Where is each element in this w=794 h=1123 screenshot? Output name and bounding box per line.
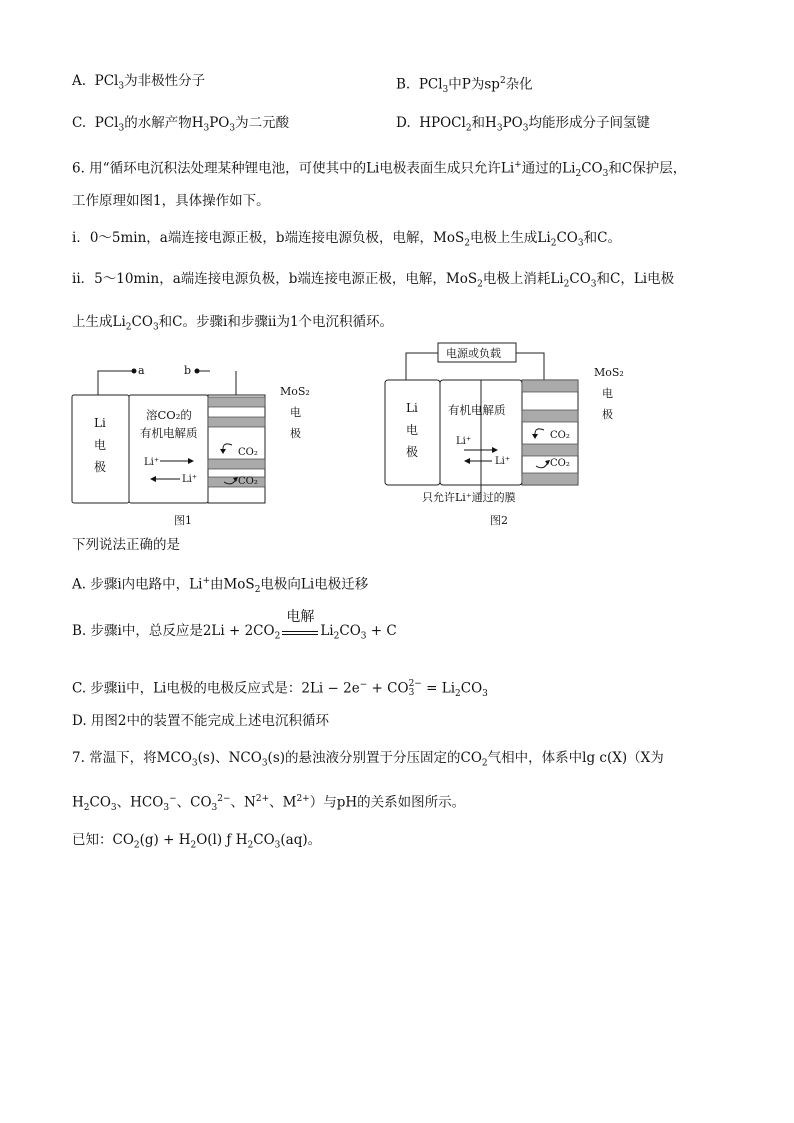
option-6A: A. 步骤i内电路中，Li+由MoS$_2$电极向Li电极迁移 — [72, 576, 369, 596]
q7-given: 已知：$CO_2(g) + H_2O(l)$ ƒ $H_2CO_3(aq)$。 — [72, 832, 322, 851]
fig1-mos2: MoS₂ — [280, 385, 310, 398]
fig2-mos2: MoS₂ — [594, 366, 624, 379]
fig2-m-3: 极 — [602, 408, 613, 421]
fig1-li-1: Li — [94, 416, 106, 430]
fig2-m-2: 电 — [602, 387, 613, 400]
fig2-li-plus-1: Li⁺ — [456, 436, 472, 447]
option-6D: D. 用图2中的装置不能完成上述电沉积循环 — [72, 713, 330, 729]
figure-2 — [380, 340, 640, 535]
q7-stem-line1: 7. 常温下，将$MCO_3(s)$、$NCO_3(s)$的悬浊液分别置于分压固定的$CO_2$气相中，体系中lg c(X)（X为 — [72, 750, 664, 769]
fig2-co2-1: CO₂ — [550, 430, 570, 441]
fig2-membrane-label: 只允许Li⁺通过的膜 — [422, 491, 516, 504]
fig1-m-2: 电 — [290, 406, 301, 419]
fig2-li-plus-2: Li⁺ — [495, 456, 511, 467]
option-6B: B. 步骤i中，总反应是$2Li + 2CO_2$ 电解 $Li_2CO_3 + C$ — [72, 609, 397, 642]
fig1-li-2: 电 — [94, 438, 107, 452]
option-6C: C. 步骤ii中，Li电极的电极反应式是：2Li − 2e− + CO 2− 3 = $Li_2CO_3$ — [72, 679, 488, 700]
q6-ask: 下列说法正确的是 — [72, 537, 180, 553]
fig1-li-plus-1: Li⁺ — [144, 457, 160, 468]
fig2-curl-2 — [536, 462, 548, 468]
fig1-elec-2: 有机电解质 — [140, 426, 198, 440]
fig1-li-3: 极 — [94, 460, 107, 474]
option-5D: D. HPOCl$_2$和$H_3PO_3$均能形成分子间氢键 — [396, 115, 650, 134]
fig2-power-label: 电源或负载 — [446, 347, 501, 360]
fig2-wire-left — [406, 353, 438, 380]
q6-stem-line2: 工作原理如图1，具体操作如下。 — [72, 193, 270, 209]
option-5A: A. PCl$_3$为非极性分子 — [72, 73, 206, 92]
q6-step-ii-cont: 上生成$Li_2CO_3$和C。步骤i和步骤ii为1个电沉积循环。 — [72, 314, 394, 333]
figure-1 — [60, 355, 360, 535]
option-5B: B. PCl$_3$中P为$sp^2$杂化 — [396, 76, 533, 96]
fig1-elec-1: 溶CO₂的 — [146, 408, 192, 422]
fig1-co2-1: CO₂ — [238, 447, 258, 458]
fig2-li-2: 电 — [406, 423, 419, 437]
q6-step-ii: ii．5～10min，a端连接电源负极，b端连接电源正极，电解，MoS$_2$电极上消耗$Li_2CO_3$和C，Li电极 — [72, 271, 675, 290]
fig2-wire-right — [516, 353, 544, 380]
fig1-co2-2: CO₂ — [238, 476, 258, 487]
fig2-caption: 图2 — [490, 514, 508, 527]
fig2-li-1: Li — [406, 401, 418, 415]
fig1-label-b: b — [184, 364, 192, 377]
q7-stem-line2: $H_2CO_3$、$HCO_3^-$、$CO_3^{2-}$、$N^{2+}$、$M^{2+}$）与pH的关系如图所示。 — [72, 794, 466, 814]
fig2-li-3: 极 — [406, 445, 419, 459]
electrolysis-label: 电解 — [286, 609, 315, 625]
fig1-caption: 图1 — [174, 514, 192, 527]
q6-stem-line1: 6. 用“循环电沉积法处理某种锂电池，可使其中的Li电极表面生成只允许Li+通过的$Li_2CO_3$和C保护层， — [72, 160, 687, 180]
q6-step-i: i．0～5min，a端连接电源正极，b端连接电源负极，电解，MoS$_2$电极上生成$Li_2CO_3$和C。 — [72, 230, 621, 249]
fig1-li-plus-2: Li⁺ — [182, 474, 198, 485]
fig1-label-a: a — [138, 364, 145, 377]
fig2-co2-2: CO₂ — [550, 458, 570, 469]
option-5C: C. PCl$_3$的水解产物$H_3PO_3$为二元酸 — [72, 115, 290, 134]
fig1-wire-a — [98, 371, 132, 395]
fig2-elec: 有机电解质 — [448, 403, 506, 417]
fig1-m-3: 极 — [290, 427, 301, 440]
